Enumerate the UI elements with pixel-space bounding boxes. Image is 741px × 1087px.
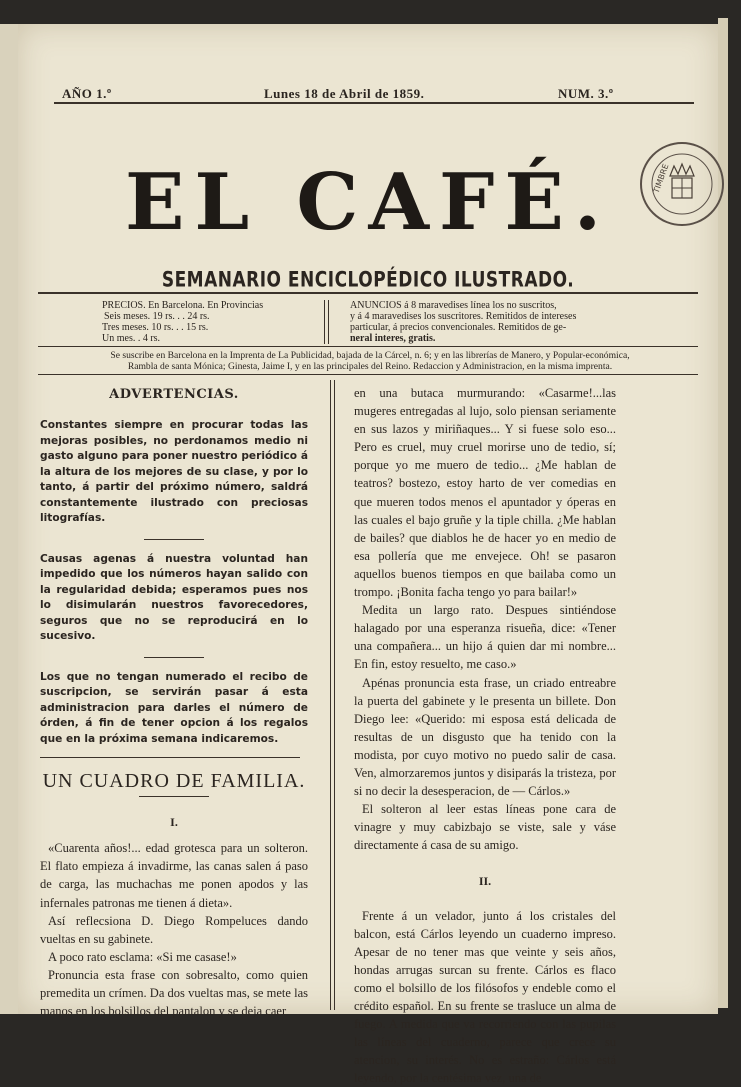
issue-date: Lunes 18 de Abril de 1859. [264, 86, 425, 101]
column-divider-b [334, 380, 335, 1010]
advertencias-heading: ADVERTENCIAS. [109, 387, 239, 402]
story-paragraph: «Cuarenta años!... edad grotesca para un solteron. El flato empieza á invadirme, las canas salen á paso de carga, las muchachas me ponen apodos y las infernales patronas me tienen á dieta». [40, 841, 308, 910]
ads-line: neral interes, gratis. [350, 333, 436, 344]
price-row-three: Tres meses. 10 rs. . . 15 rs. [102, 322, 209, 333]
subscription-line: Rambla de santa Mónica; Ginesta, Jaime I, y en las principales del Reino. Redaccion y Administracion, en la misma imprenta. [127, 361, 613, 372]
box-divider-b [328, 300, 329, 344]
column-divider-a [330, 380, 331, 1010]
box-bottom-rule [38, 346, 698, 347]
separator [144, 657, 204, 658]
price-row-six: Seis meses. 19 rs. . . 24 rs. [104, 311, 210, 322]
adjacent-page-edge [0, 24, 18, 1014]
newspaper-subtitle: SEMANARIO ENCICLOPÉDICO ILUSTRADO. [161, 267, 575, 293]
advertencia-paragraph: Los que no tengan numerado el recibo de suscripcion, se servirán pasar á esta administracion para darles el número de órden, á fin de tener opcion á los regalos que en la próxima semana indicaremos. [40, 670, 308, 745]
advertencia-paragraph: Constantes siempre en procurar todas las mejoras posibles, no perdonamos medio ni gasto alguno para poner nuestro periódico á la altura de los mejores de su clase, y por lo tanto, á partir del próximo número, saldrá constantemente ilustrado con preciosas litografías. [40, 419, 308, 525]
price-row-one: Un mes. . 4 rs. [102, 333, 161, 344]
story-title: UN CUADRO DE FAMILIA. [42, 770, 306, 793]
story-paragraph: Pronuncia esta frase con sobresalto, como quien premedita un crímen. Da dos vueltas mas, se mete las manos en los bolsillos del pantalon y se deja caer [40, 967, 308, 1019]
box-top-rule [38, 292, 698, 294]
story-paragraph: Medita un largo rato. Despues sintiéndose halagado por una esperanza risueña, dice: «Tener una compañera... un hijo á quien dar mi nombre... En fin, estoy resuelto, me caso.» [354, 603, 616, 672]
ads-line: particular, á precios convencionales. Remitidos de ge- [350, 322, 567, 333]
advertencia-paragraph: Causas agenas á nuestra voluntad han impedido que los números hayan salido con la regularidad debida; esperamos pues nos lo disimularán nuestros favorecedores, seguros que no se reproducirá en lo sucesivo. [40, 552, 308, 643]
story-paragraph: Apénas pronuncia esta frase, un criado entreabre la puerta del gabinete y le presenta un billete. Don Diego lee: «Querido: mi esposa está delicada de resultas de un disgusto que ha tenido con la modista, por cuyo motivo no puedo salir de casa. Ven, almorzaremos juntos y disiparás la tristeza, por si no decir la desesperacion, de — Cárlos.» [354, 675, 616, 799]
tax-stamp [640, 142, 724, 226]
masthead-top-rule [54, 102, 694, 104]
ads-line: ANUNCIOS á 8 maravedises línea los no suscritos, [350, 300, 557, 311]
title-underline [139, 796, 209, 797]
newspaper-title: EL CAFÉ. [124, 157, 612, 248]
story-paragraph: Así reflecsiona D. Diego Rompeluces dando vueltas en su gabinete. [40, 913, 308, 946]
advertencias-block [40, 418, 308, 747]
stamp-label: TIMBRE [651, 162, 671, 195]
left-column [40, 386, 308, 1020]
issue-number: NUM. 3.º [558, 86, 614, 101]
prices-block [102, 300, 263, 344]
part-two-label: II. [478, 874, 492, 889]
subscription-line: Se suscribe en Barcelona en la Imprenta de La Publicidad, bajada de la Cárcel, n. 6; y en las librerías de Manero, y Popular-económica, [110, 350, 630, 361]
header-bottom-rule [38, 374, 698, 375]
ads-block [350, 300, 600, 344]
story-paragraph: A poco rato esclama: «Si me casase!» [48, 949, 237, 964]
prices-header: PRECIOS. En Barcelona. En Provincias [102, 300, 264, 311]
part-one-label: I. [170, 815, 178, 830]
box-divider-a [324, 300, 325, 344]
separator [144, 539, 204, 540]
story-paragraph: El solteron al leer estas líneas pone cara de vinagre y muy cabizbajo se viste, sale y váse directamente á casa de su amigo. [354, 802, 616, 853]
story-paragraph: en una butaca murmurando: «Casarme!...las mugeres entregadas al lujo, solo piensan seriamente en sus lazos y miriñaques... Y si fuese solo eso... Pero es cruel, muy cruel morirse uno de tedio, sí; porque yo me muero de tedio... ¿Me hablan de teatros? bostezo, estoy harto de ver comedias en que mueren todos menos el apuntador y óperas en las cuales el bajo gruñe y la tiple chilla. ¿Me hablan de bailes? que diablos he de hacer yo en medio de esa pollería que me envejece. Oh! se pasaron aquellos buenos tiempos en que bailaba como un trompo. ¡Bonita facha tengo yo para bailar!» [354, 386, 616, 600]
issue-year: AÑO 1.º [62, 86, 112, 101]
newspaper-page [18, 24, 718, 1086]
right-column [354, 384, 616, 1087]
story-paragraph: Frente á un velador, junto á los cristales del balcon, está Cárlos leyendo un cuaderno impreso. Apesar de no tener mas que veinte y seis años, hondas arrugas surcan su frente. Cárlos es flaco como el bolsillo de los filósofos y endeble como el crédito español. En su frente se trasluce un alma de fuego. A medida que va recorriendo con las pupilas las líneas del cuaderno, parece que crece su atencion, su interés. No es estraño: Cárlos está leyendo, por la centésima vez, una de [354, 908, 616, 1086]
section-rule [40, 757, 300, 758]
subscription-info [40, 350, 700, 372]
ads-line: y á 4 maravedises los suscritores. Remitidos de intereses [350, 311, 577, 322]
